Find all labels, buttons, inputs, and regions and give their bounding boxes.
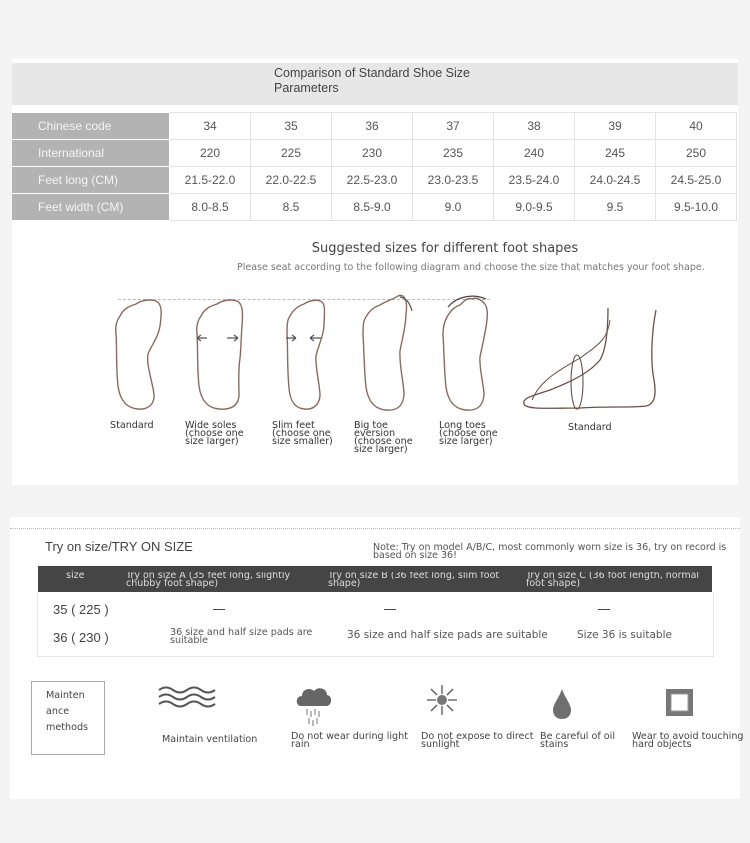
foot-long-toes-icon: [438, 293, 498, 413]
table-cell: 230: [332, 140, 413, 167]
table-cell: 36: [332, 113, 413, 140]
square-icon: [665, 688, 695, 718]
table-cell: 22.5-23.0: [332, 167, 413, 194]
row-size-36: 36 ( 230 ): [53, 630, 109, 645]
table-cell: 8.5: [251, 194, 332, 221]
cell-36-b: 36 size and half size pads are suitable: [347, 629, 548, 641]
row-header: International: [12, 140, 170, 167]
foot-shapes-title: Suggested sizes for different foot shapes: [311, 241, 579, 256]
header-size: size: [66, 570, 85, 581]
size-chart-title: Comparison of Standard Shoe Size Parameters: [274, 66, 470, 95]
dash-a: [213, 609, 225, 610]
row-header: Chinese code: [12, 113, 170, 140]
header-size-a: Try on size A (35 feet long, slightly chubby foot shape): [126, 572, 291, 588]
table-cell: 35: [251, 113, 332, 140]
maintenance-title-line: Mainten: [46, 690, 85, 701]
table-cell: 250: [656, 140, 737, 167]
divider: [10, 528, 740, 529]
maintenance-title-box: [31, 681, 105, 755]
oil-drop-icon: [551, 688, 573, 720]
foot-label-big-toe: Big toe eversion (choose one size larger): [354, 420, 413, 455]
table-cell: 225: [251, 140, 332, 167]
table-cell: 245: [575, 140, 656, 167]
maintenance-label-hard-objects: Wear to avoid touching hard objects: [632, 731, 744, 750]
foot-label-side-standard: Standard: [568, 422, 612, 433]
foot-slim-icon: [282, 298, 334, 412]
foot-label-long-toes: Long toes (choose one size larger): [439, 420, 498, 447]
try-on-note: Note: Try on model A/B/C, most commonly worn size is 36, try on record is based on size 36!: [373, 542, 727, 561]
table-cell: 240: [494, 140, 575, 167]
try-on-table-body: [37, 592, 714, 657]
row-header: Feet width (CM): [12, 194, 170, 221]
foot-big-toe-eversion-icon: [358, 293, 418, 413]
foot-wide-soles-icon: [193, 298, 245, 412]
maintenance-label-rain: Do not wear during light rain: [291, 731, 408, 750]
cell-36-c: Size 36 is suitable: [577, 629, 672, 641]
foot-label-wide-soles: Wide soles (choose one size larger): [185, 420, 244, 447]
table-cell: 37: [413, 113, 494, 140]
table-cell: 23.5-24.0: [494, 167, 575, 194]
table-cell: 24.5-25.0: [656, 167, 737, 194]
table-cell: 8.0-8.5: [170, 194, 251, 221]
maintenance-title-line: ance: [46, 706, 70, 717]
header-size-b: Try on size B (36 feet long, slim foot shape): [328, 572, 500, 588]
table-row: [12, 113, 737, 140]
maintenance-label-oil: Be careful of oil stains: [540, 731, 615, 750]
table-row: [12, 167, 737, 194]
table-cell: 22.0-22.5: [251, 167, 332, 194]
table-cell: 220: [170, 140, 251, 167]
foot-side-view-icon: [520, 300, 660, 415]
rain-cloud-icon: [294, 684, 334, 730]
table-cell: 21.5-22.0: [170, 167, 251, 194]
cell-36-a: 36 size and half size pads are suitable: [170, 627, 313, 646]
table-row: [12, 140, 737, 167]
table-cell: 39: [575, 113, 656, 140]
table-cell: 235: [413, 140, 494, 167]
foot-shapes-note: Please seat according to the following diagram and choose the size that matches your foot shape.: [237, 262, 705, 273]
foot-label-standard: Standard: [110, 420, 154, 431]
table-cell: 40: [656, 113, 737, 140]
foot-label-slim-feet: Slim feet (choose one size smaller): [272, 420, 333, 447]
table-cell: 8.5-9.0: [332, 194, 413, 221]
maintenance-title-line: methods: [46, 722, 89, 733]
row-size-35: 35 ( 225 ): [53, 602, 109, 617]
table-cell: 34: [170, 113, 251, 140]
try-on-title: Try on size/TRY ON SIZE: [45, 539, 193, 554]
size-chart-table: [12, 112, 737, 221]
table-cell: 23.0-23.5: [413, 167, 494, 194]
maintenance-label-ventilation: Maintain ventilation: [162, 734, 258, 745]
foot-standard-icon: [112, 298, 164, 412]
table-cell: 9.0-9.5: [494, 194, 575, 221]
row-header: Feet long (CM): [12, 167, 170, 194]
table-cell: 38: [494, 113, 575, 140]
table-cell: 24.0-24.5: [575, 167, 656, 194]
table-cell: 9.5: [575, 194, 656, 221]
header-size-c: Try on size C (36 foot length, normal foot shape): [526, 572, 700, 588]
maintenance-label-sunlight: Do not expose to direct sunlight: [421, 731, 534, 750]
table-cell: 9.0: [413, 194, 494, 221]
table-cell: 9.5-10.0: [656, 194, 737, 221]
table-row: [12, 194, 737, 221]
try-on-table-header: [38, 566, 712, 592]
dash-b: [384, 609, 396, 610]
sun-icon: [424, 683, 460, 717]
dash-c: [598, 609, 610, 610]
waves-icon: [157, 686, 217, 708]
